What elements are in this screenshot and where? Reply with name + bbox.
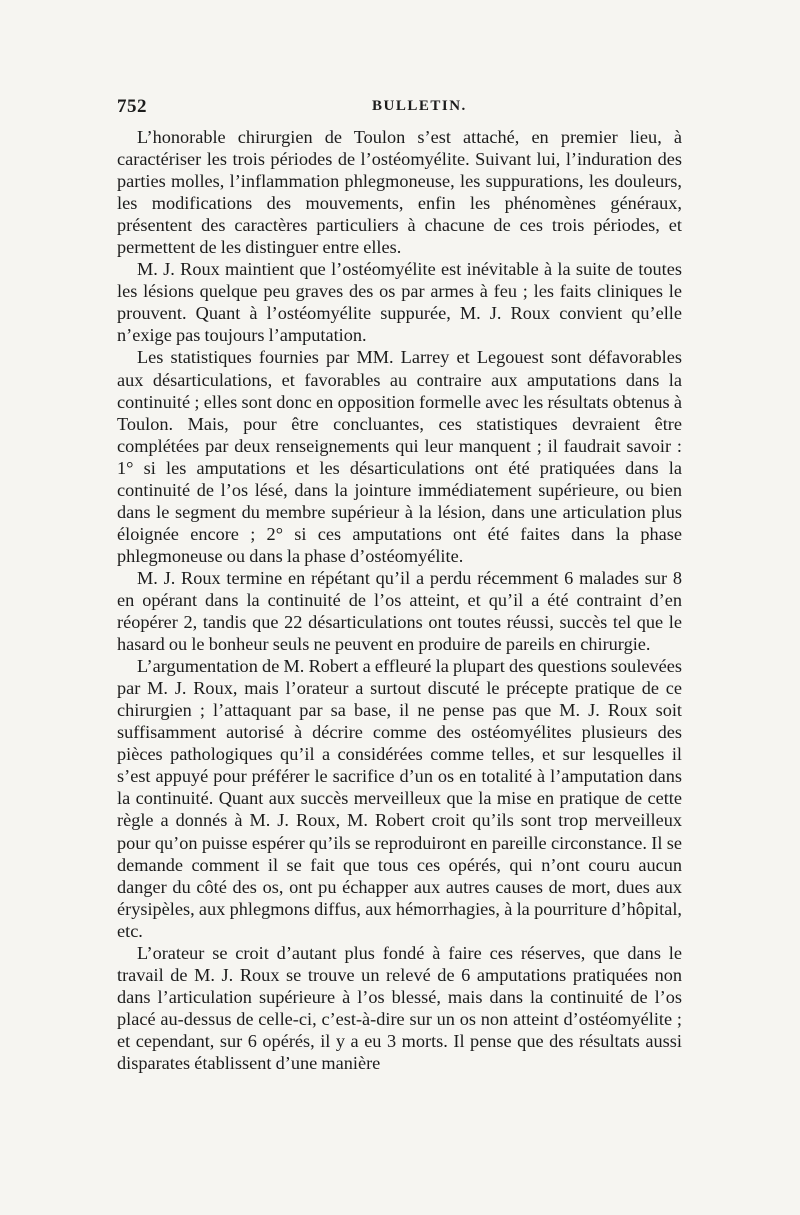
paragraph-roux-concludes: M. J. Roux termine en répétant qu’il a perdu récemment 6 malades sur 8 en opérant dans la continuité de l’os atteint, et qu’il a été contraint d’en réopérer 2, tandis que 22 désarticulations ont toutes réussi, succès tel que le hasard ou le bonheur seuls ne peuvent en produire de pareils en chirurgie. bbox=[117, 567, 682, 655]
paragraph-statistics: Les statistiques fournies par MM. Larrey et Legouest sont défavorables aux désarticulations, et favorables au contraire aux amputations dans la continuité ; elles sont donc en opposition formelle avec les résultats obtenus à Toulon. Mais, pour être concluantes, ces statistiques devraient être complétées par deux renseignements qui leur manquent ; il faudrait savoir : 1° si les amputations et les désarticulations ont été pratiquées dans la continuité de l’os lésé, dans la jointure immédiatement supérieure, ou bien dans le segment du membre supérieur à la lésion, dans une articulation plus éloignée encore ; 2° si ces amputations ont été faites dans la phase phlegmoneuse ou dans la phase d’ostéomyélite. bbox=[117, 347, 682, 566]
paragraph-roux-maintains: M. J. Roux maintient que l’ostéomyélite est inévitable à la suite de toutes les lésions quelque peu graves des os par armes à feu ; les faits cliniques le prouvent. Quant à l’ostéomyélite suppurée, M. J. Roux convient qu’elle n’exige pas toujours l’amputation. bbox=[117, 259, 682, 346]
running-title: BULLETIN. bbox=[372, 98, 467, 114]
page-header bbox=[117, 96, 682, 126]
body-text bbox=[117, 126, 682, 1074]
paragraph-reserves: L’orateur se croit d’autant plus fondé à faire ces réserves, que dans le travail de M. J. Roux se trouve un relevé de 6 amputations pratiquées non dans l’articulation supérieure à l’os blessé, mais dans la continuité de l’os placé au-dessus de celle-ci, c’est-à-dire sur un os non atteint d’ostéomyélite ; et cependant, sur 6 opérés, il y a eu 3 morts. Il pense que des résultats aussi disparates établissent d’une manière bbox=[117, 942, 682, 1073]
paragraph-robert-argument: L’argumentation de M. Robert a effleuré la plupart des questions soulevées par M. J. Roux, mais l’orateur a surtout discuté le précepte pratique de ce chirurgien ; l’attaquant par sa base, il ne pense pas que M. J. Roux soit suffisamment autorisé à décrire comme des ostéomyélites plusieurs des pièces pathologiques qu’il a considérées comme telles, et sur lesquelles il s’est appuyé pour préférer le sacrifice d’un os en totalité à l’amputation dans la continuité. Quant aux succès merveilleux que la mise en pratique de cette règle a donnés à M. J. Roux, M. Robert croit qu’ils sont trop merveilleux pour qu’on puisse espérer qu’ils se reproduiront en pareille circonstance. Il se demande comment il se fait que tous ces opérés, qui n’ont couru aucun danger du côté des os, ont pu échapper aux autres causes de mort, dues aux érysipèles, aux phlegmons diffus, aux hémorrhagies, à la pourriture d’hôpital, etc. bbox=[117, 656, 682, 941]
paragraph-periods: L’honorable chirurgien de Toulon s’est attaché, en premier lieu, à caractériser les trois périodes de l’ostéomyélite. Suivant lui, l’induration des parties molles, l’inflammation phlegmoneuse, les suppurations, les douleurs, les modifications des mouvements, enfin les phénomènes généraux, présentent des caractères particuliers à chacune de ces trois périodes, et permettent de les distinguer entre elles. bbox=[117, 127, 682, 258]
page-number: 752 bbox=[117, 96, 147, 117]
